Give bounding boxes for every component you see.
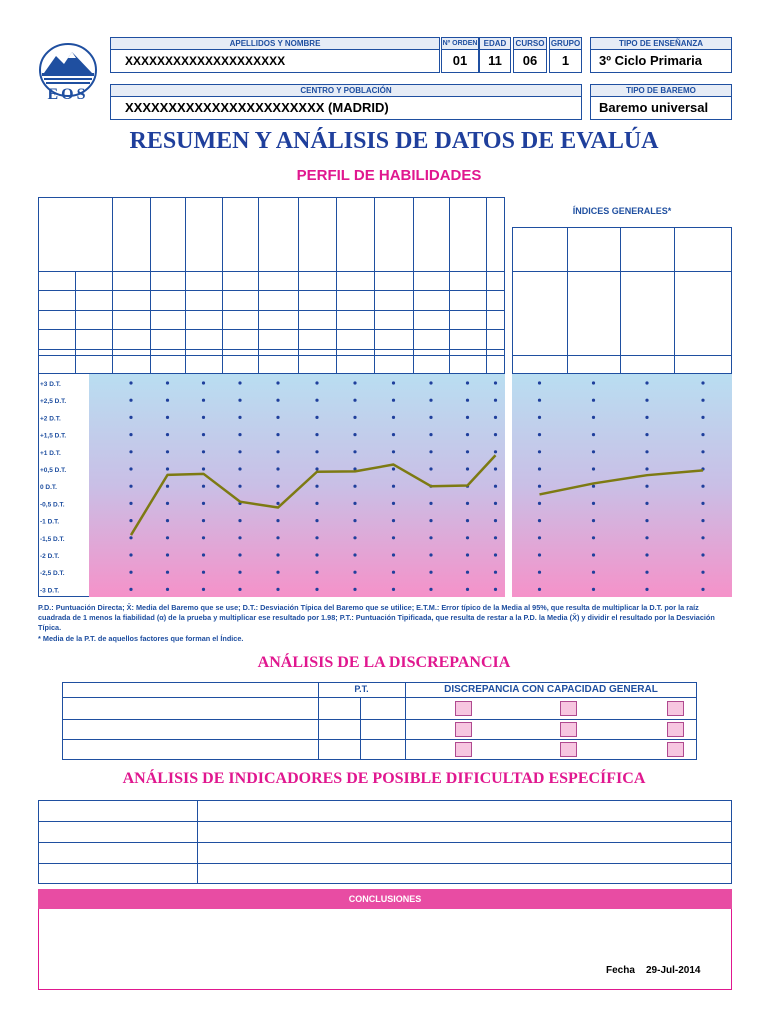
col-divider [150, 197, 151, 373]
grid-dot [353, 450, 356, 453]
grid-dot [276, 416, 279, 419]
row-divider [38, 842, 732, 843]
grid-dot [353, 485, 356, 488]
grid-dot [645, 467, 648, 470]
grid-dot [645, 381, 648, 384]
grid-dot [166, 467, 169, 470]
grid-dot [392, 416, 395, 419]
grid-dot [592, 536, 595, 539]
y-tick-label: +2,5 D.T. [40, 398, 67, 406]
y-tick-label: +3 D.T. [40, 381, 61, 388]
grid-dot [202, 450, 205, 453]
grid-dot [592, 433, 595, 436]
col-divider [567, 227, 568, 373]
grid-dot [315, 571, 318, 574]
grid-dot [276, 399, 279, 402]
grid-dot [238, 416, 241, 419]
grid-dot [276, 502, 279, 505]
grid-dot [129, 536, 132, 539]
baremo-value: Baremo universal [590, 96, 732, 120]
checkbox-alta[interactable] [667, 742, 684, 757]
y-tick-label: -3 D.T. [40, 587, 60, 595]
checkbox-baja[interactable] [560, 742, 577, 757]
grid-dot [202, 553, 205, 556]
grid-dot [276, 588, 279, 591]
grid-dot [429, 519, 432, 522]
grid-dot [701, 416, 704, 419]
grid-dot [392, 450, 395, 453]
grid-dot [701, 450, 704, 453]
grid-dot [494, 536, 497, 539]
grid-dot [315, 588, 318, 591]
col-divider [620, 227, 621, 373]
y-tick-label: +1 D.T. [40, 449, 61, 457]
footnote: * Media de la P.T. de aquellos factores que forman el Índice. [38, 634, 244, 643]
grid-dot [315, 553, 318, 556]
grid-dot [701, 553, 704, 556]
grid-dot [592, 450, 595, 453]
grid-dot [645, 399, 648, 402]
grid-dot [466, 399, 469, 402]
grid-dot [466, 433, 469, 436]
checkbox-baja[interactable] [560, 701, 577, 716]
grid-dot [238, 536, 241, 539]
grid-dot [392, 467, 395, 470]
y-tick-label: -0,5 D.T. [40, 501, 65, 509]
grid-dot [276, 519, 279, 522]
grid-dot [129, 450, 132, 453]
grid-dot [701, 588, 704, 591]
col-divider [486, 197, 487, 373]
fecha-value: 29-Jul-2014 [646, 965, 701, 976]
grid-dot [129, 381, 132, 384]
col-divider [413, 197, 414, 373]
grid-dot [538, 571, 541, 574]
col-divider [336, 197, 337, 373]
grupo-value: 1 [549, 49, 582, 73]
grid-dot [276, 536, 279, 539]
grid-dot [238, 588, 241, 591]
orden-value: 01 [441, 49, 479, 73]
grid-dot [166, 450, 169, 453]
col-divider [258, 197, 259, 373]
legend-note: P.D.: Puntuación Directa; X̄: Media del Baremo que se use; D.T.: Desviación Típica del Baremo que se utilice; E.T.M.: Error típico de la Media al 95%, que resulta de multiplicar la D.T. por la raíz cuadrada de 1 menos la fiabilidad (α) de la prueba y multiplicar ese resultado por 1.98; P.T.: Puntuación Tipificada, que resulta de restar a la P.D. la Media (X̄) y dividir el resultado por la Desviación Típica. [38, 603, 715, 632]
indicators-title: ANÁLISIS DE INDICADORES DE POSIBLE DIFICULTAD ESPECÍFICA [122, 770, 646, 787]
grid-dot [494, 588, 497, 591]
grid-dot [129, 588, 132, 591]
grid-dot [466, 467, 469, 470]
profile-title: PERFIL DE HABILIDADES [296, 167, 482, 184]
discrepancy-title: ANÁLISIS DE LA DISCREPANCIA [257, 654, 511, 671]
grid-dot [494, 433, 497, 436]
grid-dot [202, 571, 205, 574]
row-divider [62, 739, 697, 740]
grid-dot [276, 381, 279, 384]
curso-label: CURSO [513, 37, 547, 50]
edad-value: 11 [479, 49, 511, 73]
grid-dot [538, 519, 541, 522]
grid-dot [466, 502, 469, 505]
grid-dot [238, 450, 241, 453]
grid-dot [538, 485, 541, 488]
centro-label: CENTRO Y POBLACIÓN [110, 84, 582, 97]
grid-dot [645, 536, 648, 539]
grid-dot [315, 450, 318, 453]
grid-dot [494, 502, 497, 505]
disc-pt-header: P.T. [354, 684, 369, 694]
grid-dot [392, 536, 395, 539]
grid-dot [429, 467, 432, 470]
grid-dot [429, 381, 432, 384]
grid-dot [353, 588, 356, 591]
y-tick-label: 0 D.T. [40, 484, 57, 492]
grid-dot [129, 502, 132, 505]
grid-dot [701, 399, 704, 402]
grid-dot [392, 553, 395, 556]
col-divider [674, 227, 675, 373]
tipo-ensenanza-label: TIPO DE ENSEÑANZA [590, 37, 732, 50]
checkbox-alta[interactable] [667, 722, 684, 737]
grid-dot [353, 536, 356, 539]
grid-dot [494, 467, 497, 470]
checkbox-no[interactable] [455, 722, 472, 737]
edad-label: EDAD [479, 37, 511, 50]
y-tick-label: +2 D.T. [40, 415, 61, 423]
grid-dot [538, 399, 541, 402]
row-divider [38, 863, 732, 864]
col-divider [75, 271, 76, 373]
col-divider [222, 197, 223, 373]
grid-dot [592, 416, 595, 419]
grid-dot [466, 553, 469, 556]
row-divider [512, 355, 732, 356]
grid-dot [129, 467, 132, 470]
row-divider [38, 349, 505, 350]
grid-dot [701, 381, 704, 384]
grid-dot [353, 416, 356, 419]
grid-dot [392, 571, 395, 574]
grid-dot [538, 433, 541, 436]
row-divider [62, 719, 697, 720]
centro-value: XXXXXXXXXXXXXXXXXXXXXXX (MADRID) [110, 96, 582, 120]
grid-dot [238, 553, 241, 556]
grid-dot [592, 467, 595, 470]
grid-dot [701, 519, 704, 522]
grid-dot [645, 588, 648, 591]
grid-dot [238, 519, 241, 522]
grid-dot [129, 433, 132, 436]
grid-dot [429, 553, 432, 556]
grid-dot [238, 399, 241, 402]
grid-dot [701, 485, 704, 488]
y-tick-label: -2,5 D.T. [40, 570, 65, 578]
grid-dot [645, 502, 648, 505]
row-divider [38, 821, 732, 822]
grid-dot [429, 399, 432, 402]
profile-chart [38, 373, 732, 597]
col-divider [374, 197, 375, 373]
row-divider [38, 355, 505, 356]
grid-dot [353, 553, 356, 556]
grid-dot [353, 381, 356, 384]
grid-dot [701, 536, 704, 539]
grid-dot [592, 571, 595, 574]
grid-dot [353, 502, 356, 505]
logo [36, 40, 100, 103]
grid-dot [429, 571, 432, 574]
apellidos-value: XXXXXXXXXXXXXXXXXXXX [110, 49, 440, 73]
grid-dot [466, 571, 469, 574]
grid-dot [202, 485, 205, 488]
grid-dot [166, 536, 169, 539]
grid-dot [429, 416, 432, 419]
grid-dot [238, 381, 241, 384]
col-divider [298, 197, 299, 373]
logo-text: EOS [47, 86, 89, 103]
grid-dot [392, 485, 395, 488]
tipo-ensenanza-value: 3º Ciclo Primaria [590, 49, 732, 73]
row-divider [38, 290, 505, 291]
grid-dot [315, 433, 318, 436]
grid-dot [494, 571, 497, 574]
grid-dot [166, 416, 169, 419]
grid-dot [166, 588, 169, 591]
grid-dot [494, 381, 497, 384]
grid-dot [202, 519, 205, 522]
grid-dot [129, 485, 132, 488]
grid-dot [202, 536, 205, 539]
grid-dot [166, 381, 169, 384]
grid-dot [315, 519, 318, 522]
row-divider [38, 310, 505, 311]
grid-dot [129, 519, 132, 522]
grid-dot [494, 399, 497, 402]
grid-dot [166, 485, 169, 488]
grid-dot [353, 433, 356, 436]
checkbox-alta[interactable] [667, 701, 684, 716]
grid-dot [129, 416, 132, 419]
grid-dot [466, 588, 469, 591]
grid-dot [315, 381, 318, 384]
fecha-label: Fecha [606, 965, 635, 976]
grid-dot [166, 519, 169, 522]
grid-dot [592, 381, 595, 384]
grid-dot [645, 519, 648, 522]
row-divider [512, 271, 732, 272]
grid-dot [645, 553, 648, 556]
grid-dot [353, 399, 356, 402]
grid-dot [238, 571, 241, 574]
grid-dot [466, 381, 469, 384]
row-divider [512, 373, 732, 374]
row-divider [38, 373, 505, 374]
grid-dot [538, 536, 541, 539]
grid-dot [392, 519, 395, 522]
y-tick-label: +1,5 D.T. [40, 432, 67, 440]
grid-dot [202, 416, 205, 419]
y-tick-label: -1,5 D.T. [40, 535, 65, 543]
grid-dot [592, 588, 595, 591]
grid-dot [315, 536, 318, 539]
curso-value: 06 [513, 49, 547, 73]
grid-dot [129, 399, 132, 402]
grid-dot [276, 433, 279, 436]
grid-dot [276, 485, 279, 488]
grid-dot [592, 502, 595, 505]
grid-dot [315, 467, 318, 470]
grid-dot [538, 502, 541, 505]
grid-dot [592, 485, 595, 488]
grid-dot [129, 571, 132, 574]
grid-dot [202, 399, 205, 402]
grid-dot [538, 467, 541, 470]
y-tick-label: -1 D.T. [40, 518, 60, 526]
grid-dot [645, 433, 648, 436]
grid-dot [494, 416, 497, 419]
grid-dot [202, 433, 205, 436]
grid-dot [466, 536, 469, 539]
y-tick-label: +0,5 D.T. [40, 467, 67, 474]
grid-dot [429, 536, 432, 539]
grid-dot [353, 571, 356, 574]
grid-dot [494, 519, 497, 522]
grid-dot [392, 399, 395, 402]
grid-dot [202, 381, 205, 384]
grid-dot [645, 416, 648, 419]
grid-dot [353, 519, 356, 522]
grid-dot [315, 502, 318, 505]
main-title: RESUMEN Y ANÁLISIS DE DATOS DE EVALÚA [129, 128, 659, 154]
grid-dot [466, 450, 469, 453]
grid-dot [538, 381, 541, 384]
grid-dot [276, 467, 279, 470]
grid-dot [429, 433, 432, 436]
grid-dot [315, 416, 318, 419]
grid-dot [166, 502, 169, 505]
grid-dot [392, 502, 395, 505]
grid-dot [592, 399, 595, 402]
grid-dot [701, 502, 704, 505]
y-tick-label: -2 D.T. [40, 553, 60, 560]
grid-dot [645, 450, 648, 453]
grid-dot [392, 381, 395, 384]
indices-label: ÍNDICES GENERALES* [512, 197, 732, 227]
grid-dot [701, 433, 704, 436]
checkbox-no[interactable] [455, 742, 472, 757]
col-divider [112, 197, 113, 373]
col-divider [449, 197, 450, 373]
grid-dot [494, 553, 497, 556]
grid-dot [392, 433, 395, 436]
chart-bg-right [512, 373, 732, 597]
grid-dot [315, 399, 318, 402]
grid-dot [429, 450, 432, 453]
grid-dot [592, 553, 595, 556]
grid-dot [429, 588, 432, 591]
grid-dot [166, 553, 169, 556]
grid-dot [315, 485, 318, 488]
grid-dot [276, 571, 279, 574]
conclusions-header: CONCLUSIONES [38, 889, 732, 909]
baremo-label: TIPO DE BAREMO [590, 84, 732, 97]
grid-dot [166, 571, 169, 574]
grid-dot [129, 553, 132, 556]
grid-dot [238, 467, 241, 470]
grid-dot [592, 519, 595, 522]
grid-dot [202, 467, 205, 470]
row-divider [38, 329, 505, 330]
grid-dot [276, 553, 279, 556]
checkbox-no[interactable] [455, 701, 472, 716]
checkbox-baja[interactable] [560, 722, 577, 737]
grid-dot [166, 399, 169, 402]
grid-dot [466, 416, 469, 419]
grid-dot [429, 502, 432, 505]
grid-dot [202, 502, 205, 505]
grid-dot [538, 416, 541, 419]
grid-dot [202, 588, 205, 591]
grid-dot [494, 450, 497, 453]
grid-dot [645, 571, 648, 574]
grid-dot [238, 433, 241, 436]
grid-dot [538, 553, 541, 556]
grupo-label: GRUPO [550, 39, 581, 48]
grid-dot [538, 588, 541, 591]
row-divider [38, 271, 505, 272]
grid-dot [166, 433, 169, 436]
orden-label: Nº ORDEN [441, 37, 479, 50]
grid-dot [238, 485, 241, 488]
grid-dot [494, 485, 497, 488]
grid-dot [645, 485, 648, 488]
disc-cap-header: DISCREPANCIA CON CAPACIDAD GENERAL [444, 684, 658, 695]
grid-dot [392, 588, 395, 591]
grid-dot [701, 571, 704, 574]
grid-dot [466, 519, 469, 522]
apellidos-label: APELLIDOS Y NOMBRE [110, 37, 440, 50]
col-divider [185, 197, 186, 373]
grid-dot [276, 450, 279, 453]
grid-dot [538, 450, 541, 453]
